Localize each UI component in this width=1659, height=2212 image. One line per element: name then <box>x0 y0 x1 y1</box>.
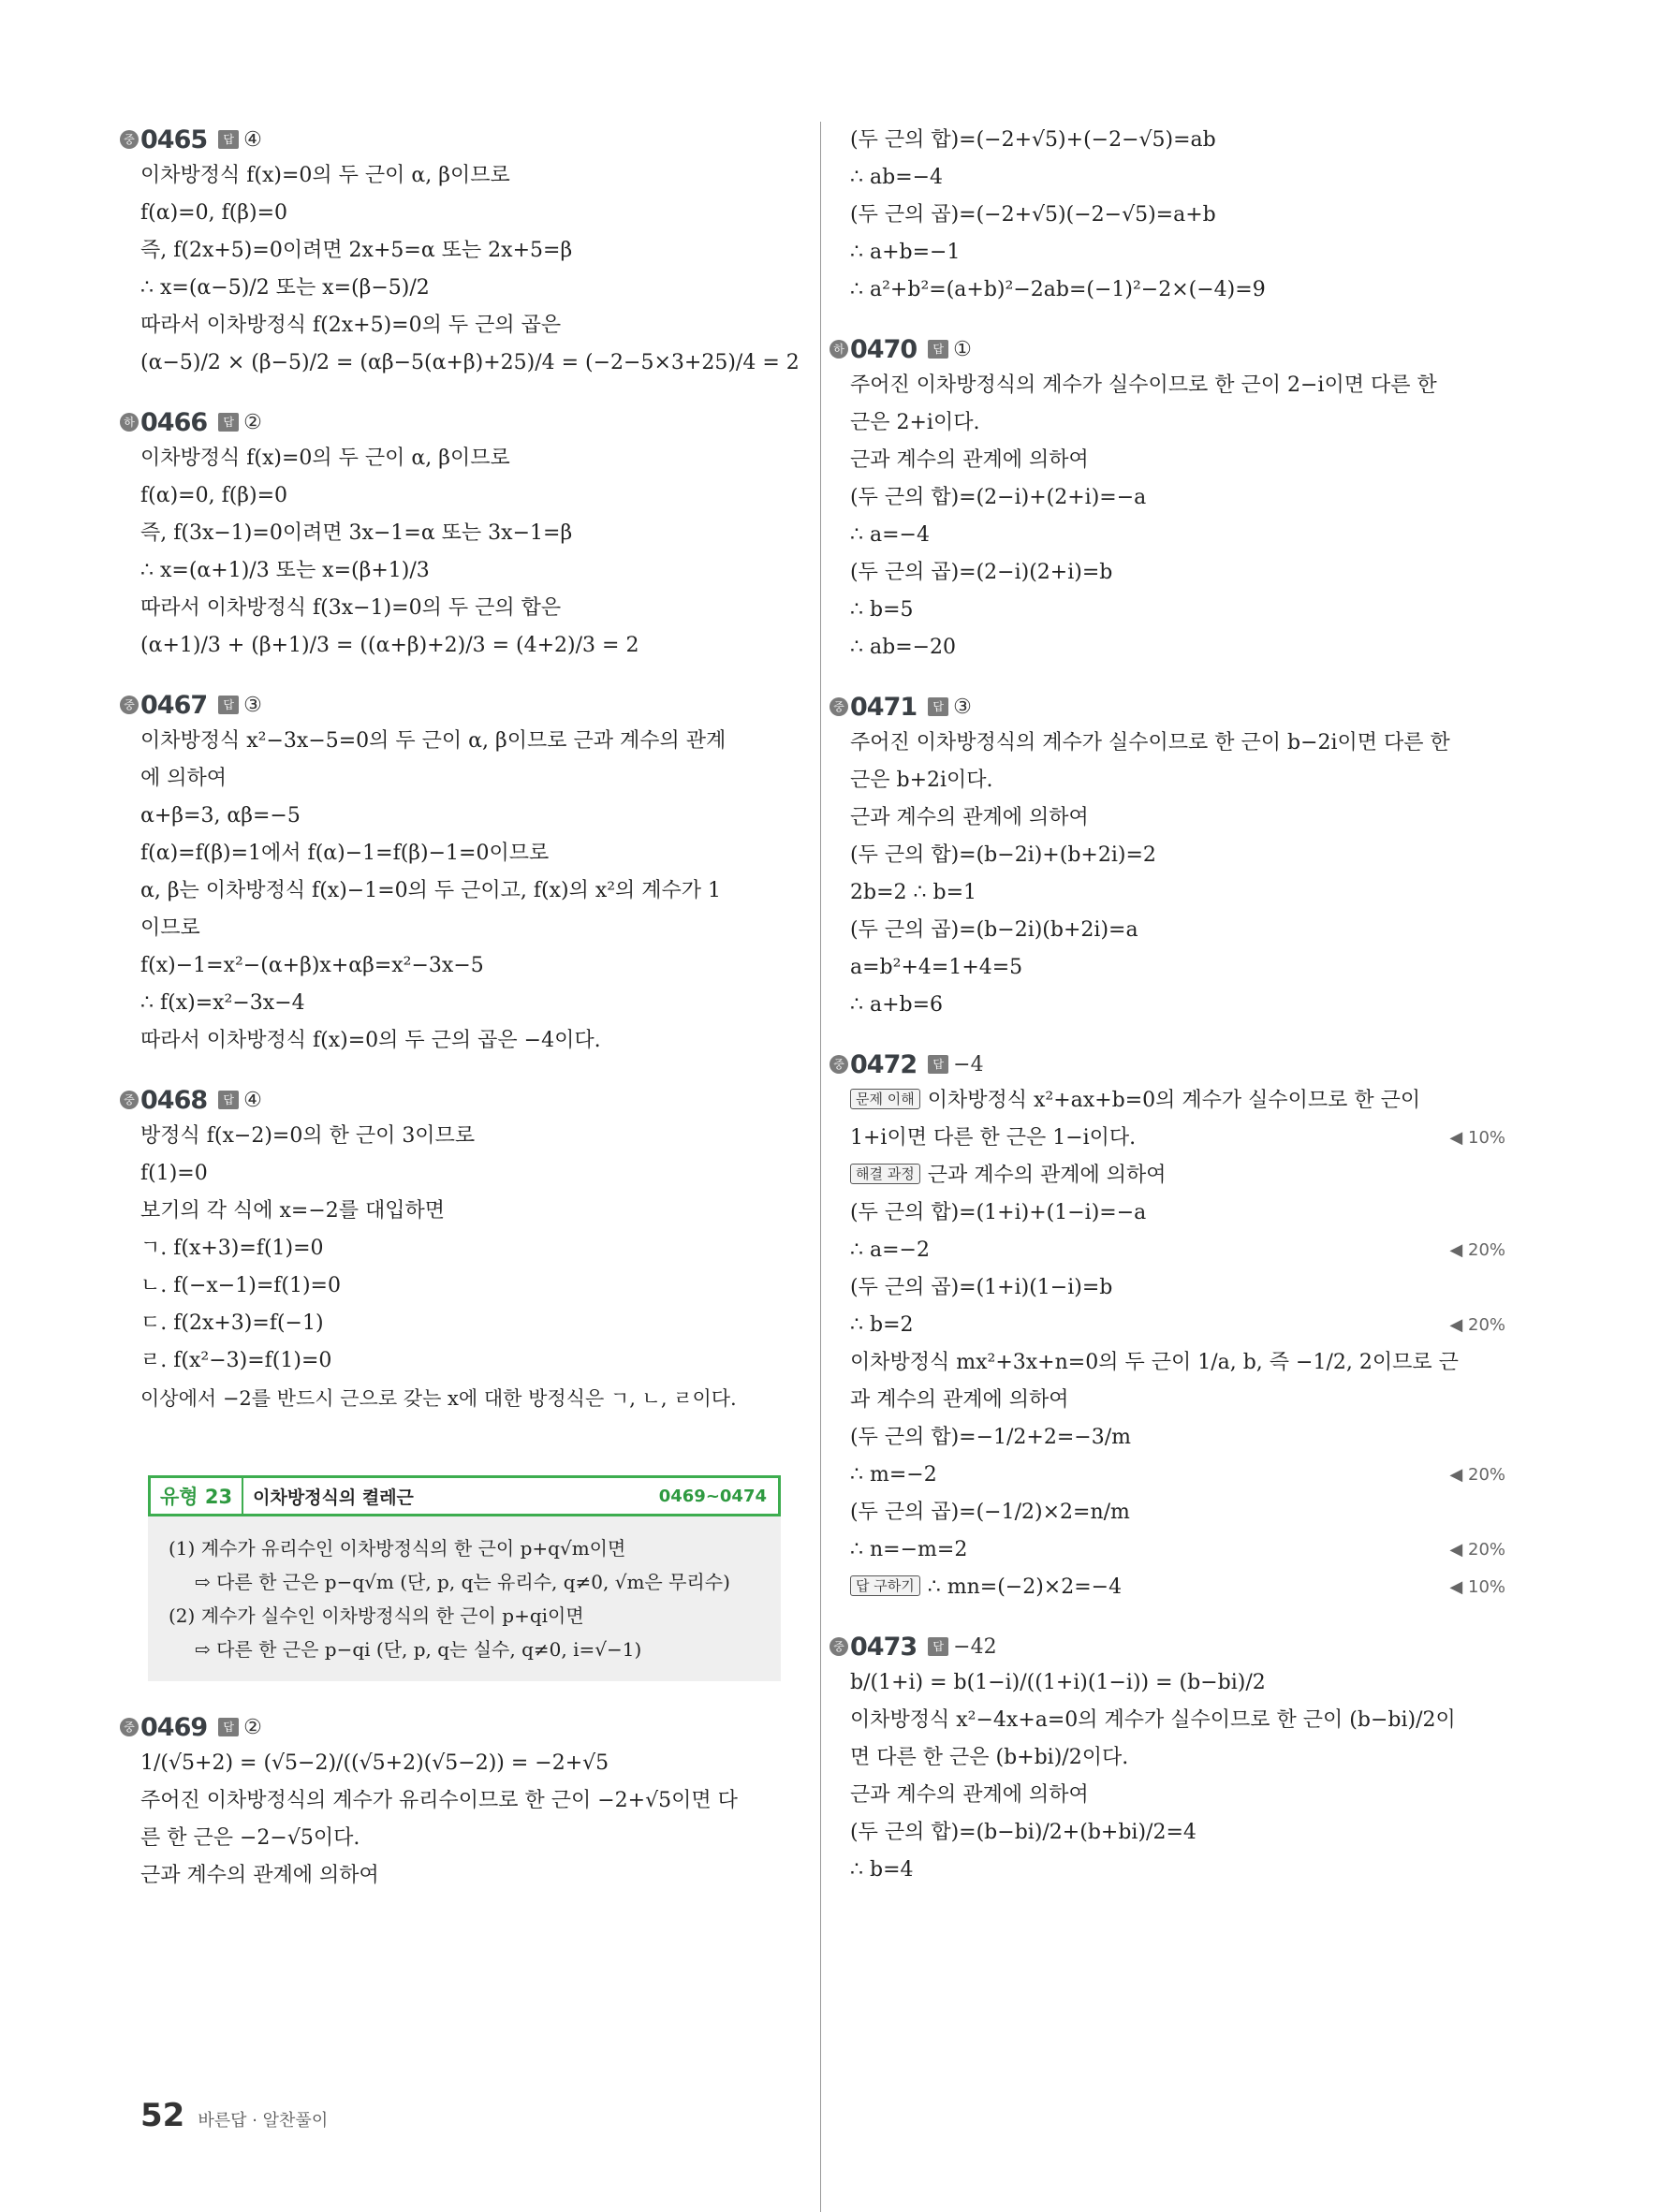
solution-line: ∴ a+b=−1 <box>850 241 961 264</box>
column-divider <box>820 122 821 2212</box>
solution-text: ∴ b=2 <box>850 1313 914 1337</box>
type-rule: (2) 계수가 실수인 이차방정식의 한 근이 p+qi이면 <box>169 1604 584 1627</box>
solution-rows <box>850 1082 1505 1606</box>
answer-badge: 답 <box>218 1718 239 1736</box>
answer-value: ① <box>953 337 972 361</box>
solution-text: 이차방정식 mx²+3x+n=0의 두 근이 1/a, b, 즉 −1/2, 2이므로 근 <box>850 1351 1459 1374</box>
solution-line: ∴ x=(α−5)/2 또는 x=(β−5)/2 <box>140 276 430 300</box>
solution-line: ㄱ. f(x+3)=f(1)=0 <box>140 1237 324 1260</box>
answer-value: ② <box>243 1715 262 1739</box>
solution-line: 1/(√5+2) = (√5−2)/((√5+2)(√5−2)) = −2+√5 <box>140 1751 609 1775</box>
answer-badge: 답 <box>928 697 948 716</box>
solution-line <box>850 1307 1505 1344</box>
type-header <box>148 1475 781 1516</box>
right-column <box>833 122 1505 1912</box>
score-percent: ◀ 20% <box>1449 1240 1505 1260</box>
problem-header <box>120 404 796 440</box>
type-title: 이차방정식의 켤레근 <box>253 1487 414 1508</box>
solution-line: a=b²+4=1+4=5 <box>850 956 1023 979</box>
solution-text: 과 계수의 관계에 의하여 <box>850 1388 1069 1412</box>
solution-line: 이차방정식 f(x)=0의 두 근이 α, β이므로 <box>140 164 510 187</box>
solution-text: (두 근의 곱)=(1+i)(1−i)=b <box>850 1276 1113 1299</box>
solution-line: α, β는 이차방정식 f(x)−1=0의 두 근이고, f(x)의 x²의 계수가 1 <box>140 879 722 902</box>
step-tag: 해결 과정 <box>850 1164 920 1184</box>
solution-line <box>850 1569 1505 1606</box>
step-tag: 문제 이해 <box>850 1089 920 1109</box>
problem-0465 <box>124 122 800 382</box>
solution-line: (두 근의 곱)=(2−i)(2+i)=b <box>850 561 1113 584</box>
page-footer <box>140 2097 328 2134</box>
problem-0467 <box>124 687 796 1060</box>
solution-line: f(α)=0, f(β)=0 <box>140 201 288 225</box>
solution-line: 주어진 이차방정식의 계수가 실수이므로 한 근이 2−i이면 다른 한 <box>850 374 1437 397</box>
solution-line: α+β=3, αβ=−5 <box>140 804 301 828</box>
solution-line: 따라서 이차방정식 f(x)=0의 두 근의 곱은 −4이다. <box>140 1029 601 1052</box>
answer-value: ④ <box>243 127 262 152</box>
type-rule: ⇨ 다른 한 근은 p−qi (단, p, q는 실수, q≠0, i=√−1) <box>195 1638 642 1661</box>
solution-line: 이상에서 −2를 반드시 근으로 갖는 x에 대한 방정식은 ㄱ, ㄴ, ㄹ이다. <box>140 1387 737 1410</box>
solution-line: (두 근의 합)=(−2+√5)+(−2−√5)=ab <box>850 128 1216 152</box>
solution-line: ∴ a=−4 <box>850 523 930 547</box>
difficulty-badge: 중 <box>830 1637 848 1656</box>
problem-0472 <box>833 1047 1505 1606</box>
problem-header <box>830 1629 1505 1664</box>
solution-line: 근은 b+2i이다. <box>850 769 993 792</box>
solution-line: ∴ a²+b²=(a+b)²−2ab=(−1)²−2×(−4)=9 <box>850 278 1266 301</box>
difficulty-badge: 중 <box>120 130 139 149</box>
solution-line: f(α)=0, f(β)=0 <box>140 484 288 507</box>
answer-badge: 답 <box>218 696 239 714</box>
solution-line: 근과 계수의 관계에 의하여 <box>850 1783 1089 1807</box>
solution-line <box>850 1120 1505 1157</box>
type-rule: (1) 계수가 유리수인 이차방정식의 한 근이 p+q√m이면 <box>169 1537 626 1560</box>
score-percent: ◀ 10% <box>1449 1128 1505 1148</box>
problem-number: 0467 <box>140 690 208 720</box>
solution-line: 따라서 이차방정식 f(2x+5)=0의 두 근의 곱은 <box>140 314 562 337</box>
problem-number: 0471 <box>850 692 918 722</box>
problem-number: 0468 <box>140 1085 208 1115</box>
solution-text: 근과 계수의 관계에 의하여 <box>927 1164 1167 1187</box>
solution-line: ∴ f(x)=x²−3x−4 <box>140 991 305 1015</box>
type-range: 0469~0474 <box>658 1486 767 1506</box>
solution-text: ∴ mn=(−2)×2=−4 <box>927 1575 1123 1599</box>
type-rule: ⇨ 다른 한 근은 p−q√m (단, p, q는 유리수, q≠0, √m은 무리수) <box>195 1571 730 1593</box>
solution-line: ㄹ. f(x²−3)=f(1)=0 <box>140 1349 332 1372</box>
solution-line: 이차방정식 x²−3x−5=0의 두 근이 α, β이므로 근과 계수의 관계 <box>140 729 727 753</box>
difficulty-badge: 중 <box>830 697 848 716</box>
solution-line: b/(1+i) = b(1−i)/((1+i)(1−i)) = (b−bi)/2 <box>850 1671 1266 1694</box>
difficulty-badge: 중 <box>120 696 139 714</box>
answer-badge: 답 <box>218 130 239 149</box>
solution-line <box>850 1232 1505 1269</box>
solution-line: (두 근의 합)=(b−2i)+(b+2i)=2 <box>850 843 1156 867</box>
problem-header <box>830 1047 1505 1082</box>
type-body <box>148 1516 781 1681</box>
solution-line: 이므로 <box>140 916 200 940</box>
answer-value: ② <box>243 410 262 434</box>
solution-line: ∴ ab=−20 <box>850 636 957 659</box>
score-percent: ◀ 20% <box>1449 1540 1505 1560</box>
difficulty-badge: 중 <box>830 1055 848 1074</box>
solution-line: 보기의 각 식에 x=−2를 대입하면 <box>140 1199 446 1223</box>
solution-line: 른 한 근은 −2−√5이다. <box>140 1826 360 1850</box>
problem-number: 0469 <box>140 1712 208 1742</box>
solution-line <box>850 1082 1505 1120</box>
problem-header <box>120 687 796 723</box>
problem-number: 0470 <box>850 334 918 364</box>
answer-value: ③ <box>953 695 972 719</box>
solution-line <box>850 1157 1505 1194</box>
type-label: 유형 23 <box>151 1478 243 1514</box>
answer-value: −42 <box>953 1634 997 1659</box>
solution-text: (두 근의 합)=−1/2+2=−3/m <box>850 1426 1132 1449</box>
problem-0473 <box>833 1629 1505 1889</box>
solution-line <box>850 1382 1505 1419</box>
problem-header <box>830 331 1505 367</box>
solution-line: 즉, f(3x−1)=0이려면 3x−1=α 또는 3x−1=β <box>140 521 573 545</box>
difficulty-badge: 하 <box>120 413 139 432</box>
solution-line: 주어진 이차방정식의 계수가 유리수이므로 한 근이 −2+√5이면 다 <box>140 1789 738 1812</box>
solution-line <box>850 1494 1505 1531</box>
solution-line: 면 다른 한 근은 (b+bi)/2이다. <box>850 1746 1129 1769</box>
solution-line: (두 근의 합)=(2−i)+(2+i)=−a <box>850 486 1147 509</box>
solution-line: ∴ ab=−4 <box>850 166 944 189</box>
answer-badge: 답 <box>218 413 239 432</box>
solution-line: (두 근의 합)=(b−bi)/2+(b+bi)/2=4 <box>850 1821 1197 1844</box>
solution-line: ∴ x=(α+1)/3 또는 x=(β+1)/3 <box>140 559 430 582</box>
answer-badge: 답 <box>218 1091 239 1109</box>
solution-line: 근과 계수의 관계에 의하여 <box>140 1864 379 1887</box>
problem-number: 0472 <box>850 1049 918 1079</box>
score-percent: ◀ 10% <box>1449 1577 1505 1597</box>
solution-line: 이차방정식 x²−4x+a=0의 계수가 실수이므로 한 근이 (b−bi)/2이 <box>850 1708 1456 1732</box>
solution-line <box>850 1269 1505 1307</box>
solution-line: 근은 2+i이다. <box>850 411 980 434</box>
solution-line: 근과 계수의 관계에 의하여 <box>850 448 1089 472</box>
solution-text: (두 근의 곱)=(−1/2)×2=n/m <box>850 1501 1130 1524</box>
solution-line: f(x)−1=x²−(α+β)x+αβ=x²−3x−5 <box>140 954 484 977</box>
problem-0469-continued <box>850 122 1505 309</box>
left-column <box>124 122 800 1917</box>
solution-line: ㄷ. f(2x+3)=f(−1) <box>140 1311 324 1335</box>
solution-text: ∴ n=−m=2 <box>850 1538 968 1561</box>
solution-line: 2b=2 ∴ b=1 <box>850 881 977 904</box>
solution-line: 방정식 f(x−2)=0의 한 근이 3이므로 <box>140 1124 476 1148</box>
problem-number: 0466 <box>140 407 208 437</box>
solution-text: 1+i이면 다른 한 근은 1−i이다. <box>850 1126 1137 1150</box>
difficulty-badge: 중 <box>120 1091 139 1109</box>
solution-line <box>850 1457 1505 1494</box>
solution-line: (두 근의 곱)=(b−2i)(b+2i)=a <box>850 918 1138 942</box>
solution-line: ∴ a+b=6 <box>850 993 944 1017</box>
solution-text: ∴ m=−2 <box>850 1463 937 1487</box>
problem-header <box>120 1082 796 1118</box>
page-number: 52 <box>140 2097 185 2134</box>
solution-line: (α+1)/3 + (β+1)/3 = ((α+β)+2)/3 = (4+2)/3 = 2 <box>140 634 639 657</box>
solution-line: ㄴ. f(−x−1)=f(1)=0 <box>140 1274 341 1297</box>
problem-header <box>120 122 796 157</box>
answer-value: ④ <box>243 1088 262 1112</box>
solution-line <box>850 1194 1505 1232</box>
answer-value: −4 <box>953 1052 984 1077</box>
answer-badge: 답 <box>928 1055 948 1074</box>
solution-text: (두 근의 합)=(1+i)+(1−i)=−a <box>850 1201 1147 1224</box>
solution-line <box>850 1419 1505 1457</box>
problem-0471 <box>833 689 1505 1024</box>
score-percent: ◀ 20% <box>1449 1315 1505 1335</box>
solution-line: (α−5)/2 × (β−5)/2 = (αβ−5(α+β)+25)/4 = (−2−5×3+25)/4 = 2 <box>140 351 800 374</box>
solution-line: ∴ b=4 <box>850 1858 914 1882</box>
solution-line: f(1)=0 <box>140 1162 208 1185</box>
solution-line <box>850 1344 1505 1382</box>
book-title: 바른답 · 알찬풀이 <box>198 2111 329 2131</box>
type-summary-box <box>148 1475 781 1681</box>
answer-badge: 답 <box>928 340 948 359</box>
solution-line: 주어진 이차방정식의 계수가 실수이므로 한 근이 b−2i이면 다른 한 <box>850 731 1450 754</box>
solution-line: 에 의하여 <box>140 767 228 790</box>
solution-text: 이차방정식 x²+ax+b=0의 계수가 실수이므로 한 근이 <box>927 1089 1421 1112</box>
answer-value: ③ <box>243 693 262 717</box>
solution-line: 근과 계수의 관계에 의하여 <box>850 806 1089 829</box>
problem-0466 <box>124 404 796 665</box>
step-tag: 답 구하기 <box>850 1575 920 1596</box>
solution-line: 따라서 이차방정식 f(3x−1)=0의 두 근의 합은 <box>140 596 562 620</box>
problem-header <box>120 1709 796 1745</box>
answer-badge: 답 <box>928 1637 948 1656</box>
problem-0470 <box>833 331 1505 667</box>
solution-line: f(α)=f(β)=1에서 f(α)−1=f(β)−1=0이므로 <box>140 842 550 865</box>
solution-line: 이차방정식 f(x)=0의 두 근이 α, β이므로 <box>140 447 510 470</box>
problem-number: 0473 <box>850 1632 918 1662</box>
solution-line: 즉, f(2x+5)=0이려면 2x+5=α 또는 2x+5=β <box>140 239 573 262</box>
solution-line <box>850 1531 1505 1569</box>
problem-header <box>830 689 1505 725</box>
solution-text: ∴ a=−2 <box>850 1238 930 1262</box>
solution-line: ∴ b=5 <box>850 598 914 622</box>
problem-number: 0465 <box>140 125 208 154</box>
difficulty-badge: 하 <box>830 340 848 359</box>
solution-line: (두 근의 곱)=(−2+√5)(−2−√5)=a+b <box>850 203 1216 227</box>
problem-0468 <box>124 1082 796 1417</box>
problem-0469 <box>124 1709 796 1895</box>
difficulty-badge: 중 <box>120 1718 139 1736</box>
score-percent: ◀ 20% <box>1449 1465 1505 1485</box>
